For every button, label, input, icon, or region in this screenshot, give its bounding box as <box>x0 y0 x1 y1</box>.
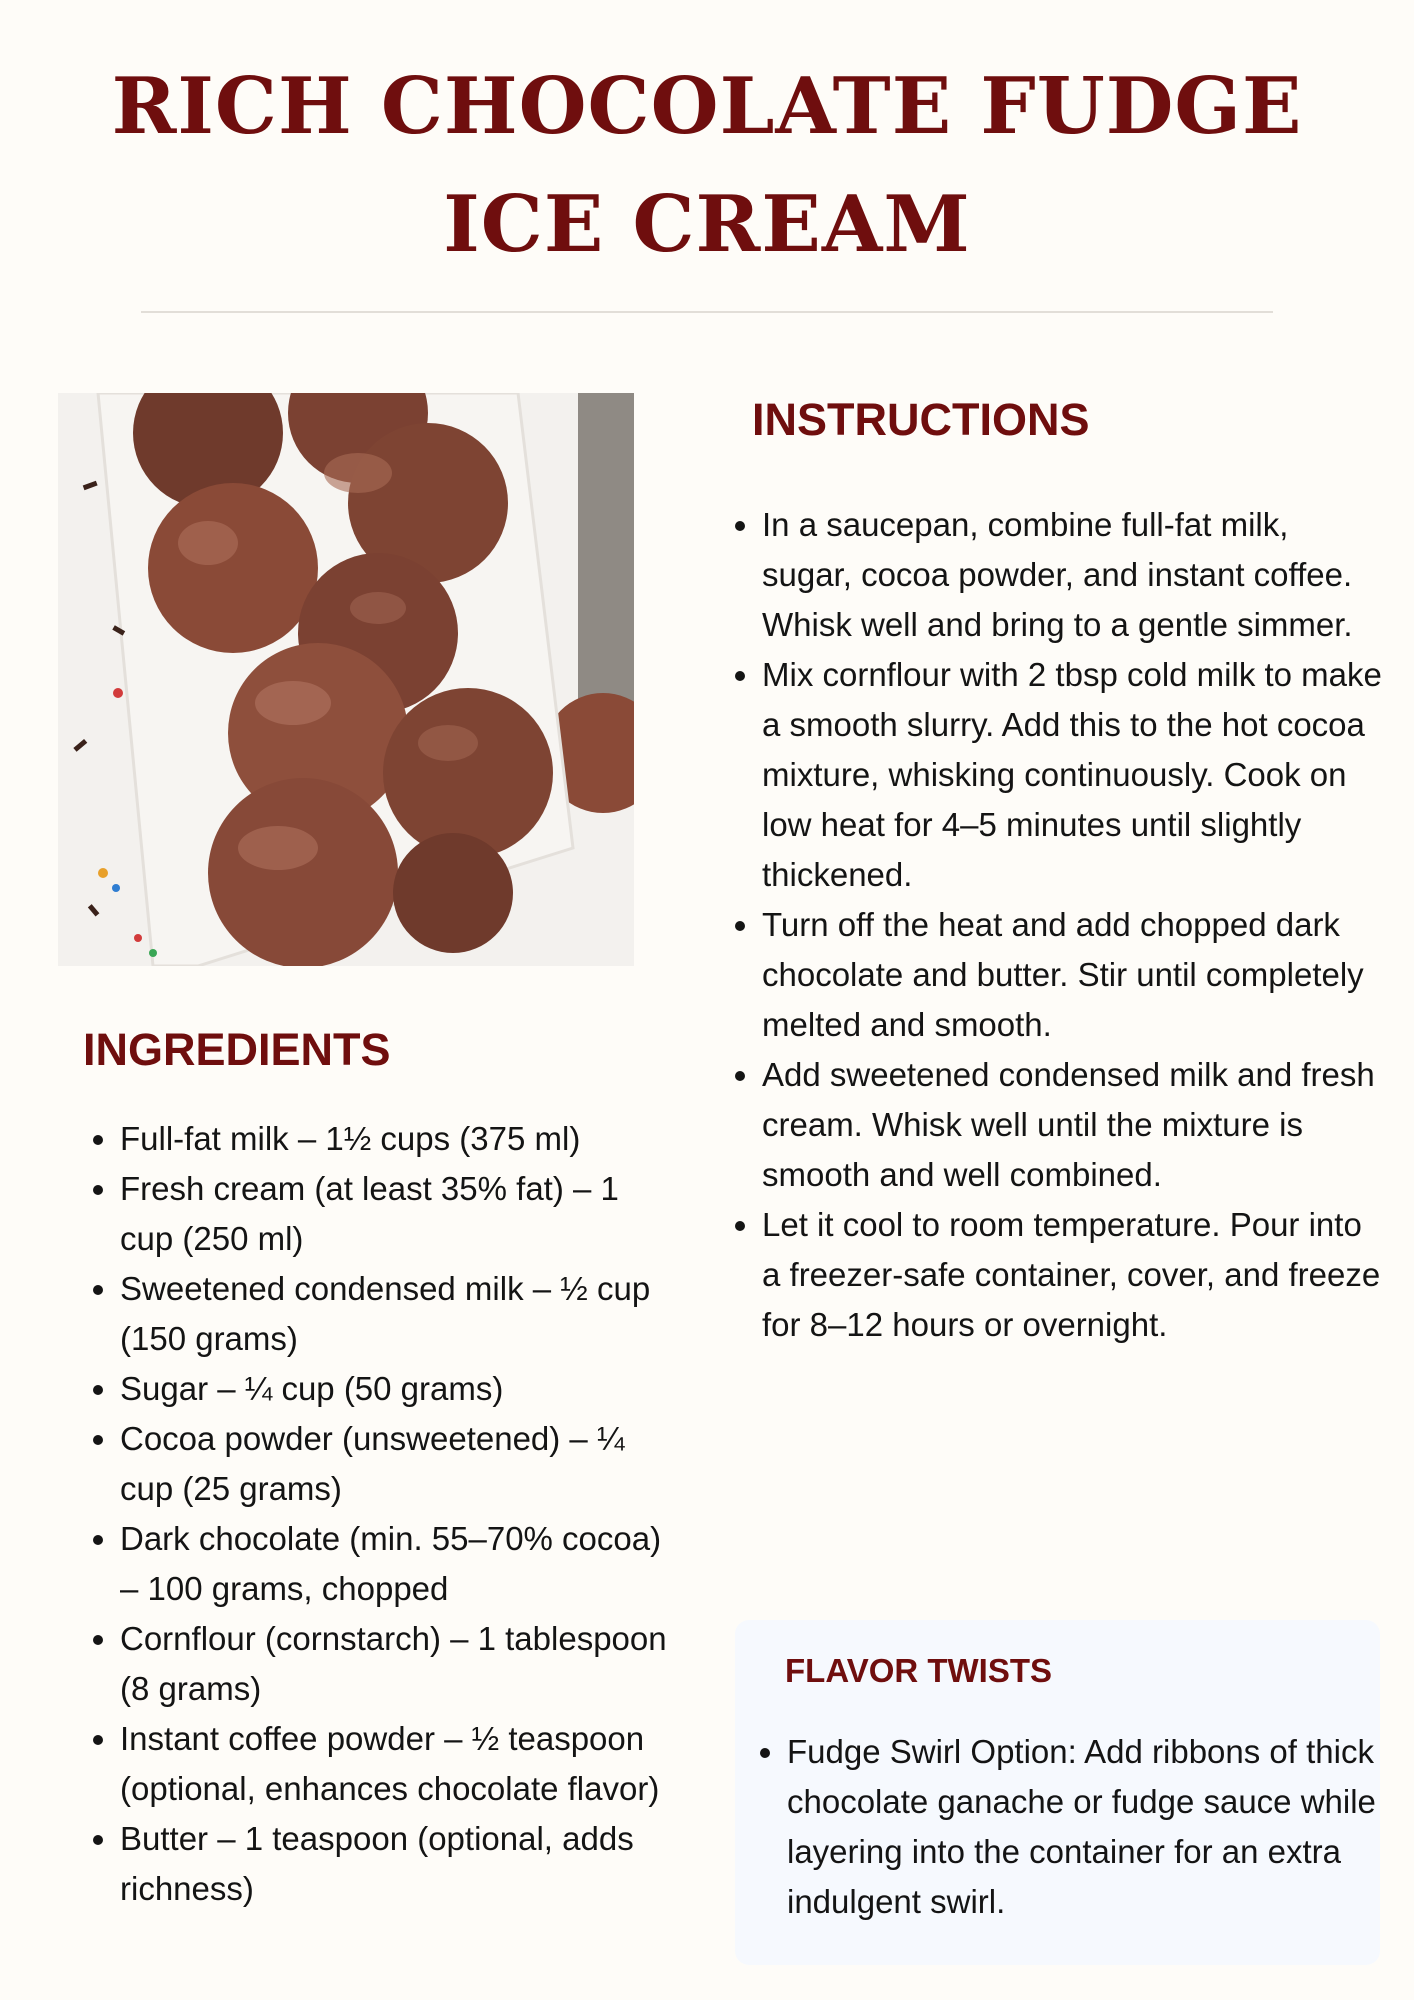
instruction-step: • Mix cornflour with 2 tbsp cold milk to make a smooth slurry. Add this to the hot cocoa mixture, whisking continuously. Cook on low heat for 4–5 minutes until slightly thickened. <box>762 650 1387 900</box>
scoop-handle <box>578 393 634 723</box>
flavor-twists-heading: FLAVOR TWISTS <box>785 1652 1053 1689</box>
title-line-1: RICH CHOCOLATE FUDGE <box>111 61 1303 152</box>
instruction-step: • Let it cool to room temperature. Pour into a freezer-safe container, cover, and freeze for 8–12 hours or overnight. <box>762 1200 1387 1350</box>
instructions-list <box>725 500 1387 1350</box>
ingredient-item: • Cornflour (cornstarch) – 1 tablespoon (8 grams) <box>120 1614 670 1714</box>
chocolate-ice-cream-photo-icon <box>58 393 634 966</box>
ingredient-item: • Full-fat milk – 1½ cups (375 ml) <box>120 1114 670 1164</box>
title-divider <box>141 311 1273 313</box>
instruction-step: • In a saucepan, combine full-fat milk, sugar, cocoa powder, and instant coffee. Whisk well and bring to a gentle simmer. <box>762 500 1387 650</box>
ingredient-item: • Dark chocolate (min. 55–70% cocoa) – 100 grams, chopped <box>120 1514 670 1614</box>
page-title <box>60 48 1354 284</box>
flavor-twists-box <box>735 1620 1380 1965</box>
instruction-step: • Turn off the heat and add chopped dark chocolate and butter. Stir until completely melted and smooth. <box>762 900 1387 1050</box>
ice-cream-photo <box>58 393 634 966</box>
instructions-heading: INSTRUCTIONS <box>752 394 1090 445</box>
ingredient-item: • Butter – 1 teaspoon (optional, adds richness) <box>120 1814 670 1914</box>
ingredient-item: • Fresh cream (at least 35% fat) – 1 cup (250 ml) <box>120 1164 670 1264</box>
ingredients-heading: INGREDIENTS <box>83 1024 391 1075</box>
ingredient-item: • Instant coffee powder – ½ teaspoon (optional, enhances chocolate flavor) <box>120 1714 670 1814</box>
ingredient-item: • Cocoa powder (unsweetened) – ¼ cup (25 grams) <box>120 1414 670 1514</box>
instruction-step: • Add sweetened condensed milk and fresh cream. Whisk well until the mixture is smooth and well combined. <box>762 1050 1387 1200</box>
flavor-twist-item: • Fudge Swirl Option: Add ribbons of thick chocolate ganache or fudge sauce while layering into the container for an extra indulgent swirl. <box>787 1727 1407 1927</box>
ingredient-item: • Sugar – ¼ cup (50 grams) <box>120 1364 670 1414</box>
ingredient-item: • Sweetened condensed milk – ½ cup (150 grams) <box>120 1264 670 1364</box>
title-line-2: ICE CREAM <box>443 179 971 270</box>
ingredients-list <box>83 1114 670 1914</box>
flavor-twists-list <box>750 1727 1407 1927</box>
